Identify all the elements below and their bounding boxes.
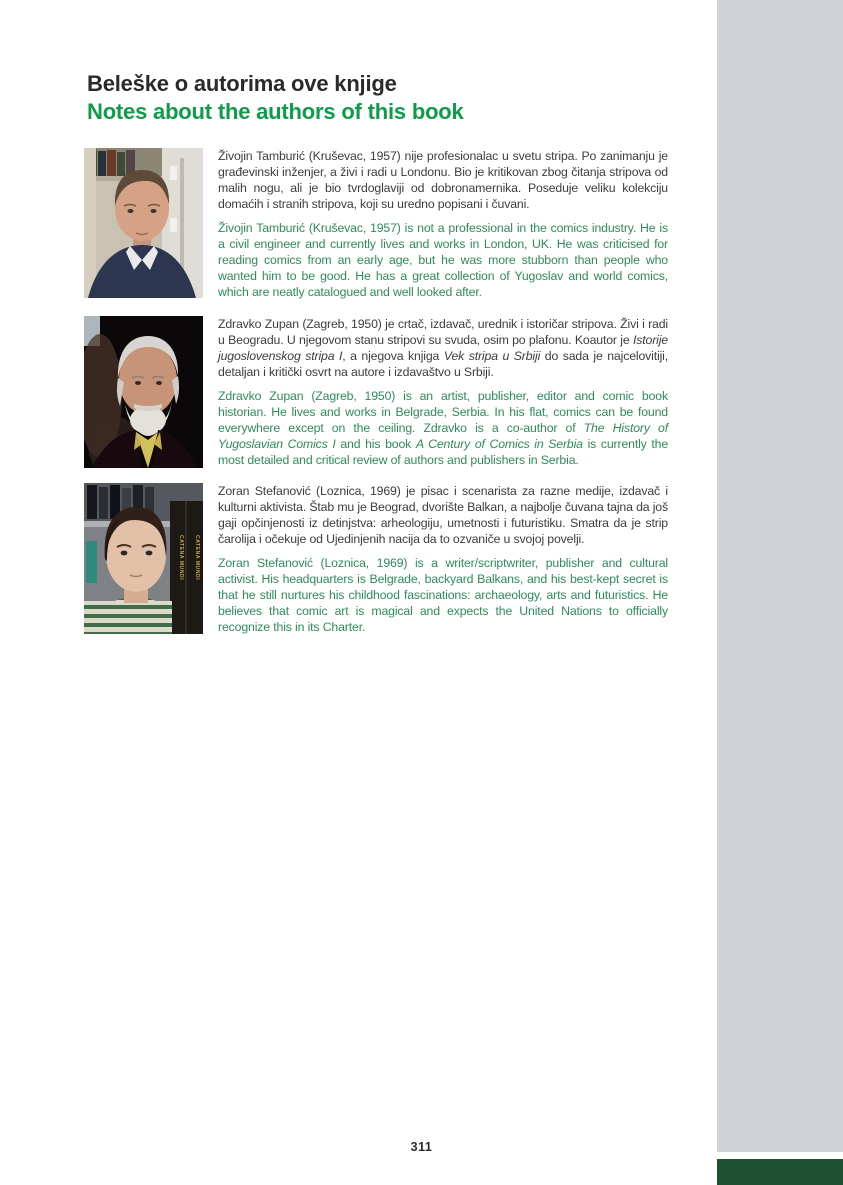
- author-bio-stefanovic: [218, 483, 668, 635]
- section-corner-tab: [717, 1159, 843, 1185]
- author-section-zupan: [84, 316, 669, 468]
- bio-english-tamburic: Živojin Tamburić (Kruševac, 1957) is not a professional in the comics industry. He is a civil engineer and currently lives and works in London, UK. He was criticised for reading comics from an early age, but he was more stubborn than people who wanted him to be good. He has a great collection of Yugoslav and world comics, which are neatly catalogued and well looked after.: [218, 221, 668, 299]
- author-photo-tamburic: [84, 148, 203, 300]
- page-title-english: Notes about the authors of this book: [87, 99, 464, 124]
- tamburic-portrait-image: [84, 148, 203, 298]
- author-bio-zupan: [218, 316, 668, 468]
- bio-serbian-zupan: Zdravko Zupan (Zagreb, 1950) je crtač, izdavač, urednik i istoričar stripova. Živi i radi u Beogradu. U njegovom stanu stripovi su svuda, osim po plafonu. Koautor je Istorije jugoslovenskog stripa I, a njegova knjiga Vek stripa u Srbiji do sada je najcelovitiji, detaljan i kritički osvrt na autore i izdavaštvo u Srbiji.: [218, 317, 669, 379]
- page-title-serbian: Beleške o autorima ove knjige: [87, 71, 397, 96]
- bio-serbian-tamburic: Živojin Tamburić (Kruševac, 1957) nije profesionalac u svetu stripa. Po zanimanju je građevinski inženjer, a živi i radi u Londonu. Bio je kritikovan zbog čitanja stripova od malih nogu, ali je bio tvrdoglaviji od dobronamernika. Poseduje veliku kolekciju domaćih i stranih stripova, koji su uredno popisani i čuvani.: [218, 149, 668, 211]
- page-header: [87, 70, 464, 126]
- book-spine-text: CATENA MUNDI: [194, 535, 200, 581]
- bio-english-stefanovic: Zoran Stefanović (Loznica, 1969) is a writer/scriptwriter, publisher and cultural activist. His headquarters is Belgrade, backyard Balkans, and his best-kept secret is that he still nurtures his childhood fascinations: archaeology, arts and futuristics. He believes that comic art is magical and expects the United Nations to officially recognize this in its Charter.: [218, 556, 668, 634]
- bio-serbian-stefanovic: Zoran Stefanović (Loznica, 1969) je pisac i scenarista za razne medije, izdavač i kulturni aktivista. Štab mu je Beograd, dvorište Balkan, a najbolje čuvana tajna da još gaji opčinjenosti iz detinjstva: arheologiju, umetnosti i futuristiku. Smatra da je strip čarolija i očekuje od Ujedinjenih nacija da to ozvaniče u svojoj povelji.: [218, 484, 668, 546]
- page-number: 311: [410, 1140, 433, 1154]
- author-section-stefanovic: [84, 483, 669, 635]
- page-edge-strip: [717, 0, 843, 1152]
- bio-english-zupan: Zdravko Zupan (Zagreb, 1950) is an artist, publisher, editor and comic book historian. He lives and works in Belgrade, Serbia. In his flat, comics can be found everywhere except on the ceiling. Zdravko is a co-author of The History of Yugoslavian Comics I and his book A Century of Comics in Serbia is currently the most detailed and critical review of authors and publishers in Serbia.: [218, 389, 669, 467]
- zupan-portrait-image: [84, 316, 203, 468]
- author-photo-zupan: [84, 316, 203, 468]
- author-section-tamburic: [84, 148, 669, 300]
- stefanovic-portrait-image: [84, 483, 203, 634]
- author-photo-stefanovic: [84, 483, 203, 635]
- book-spine-text: CATENA MUNDI: [178, 535, 184, 581]
- author-bio-tamburic: [218, 148, 668, 300]
